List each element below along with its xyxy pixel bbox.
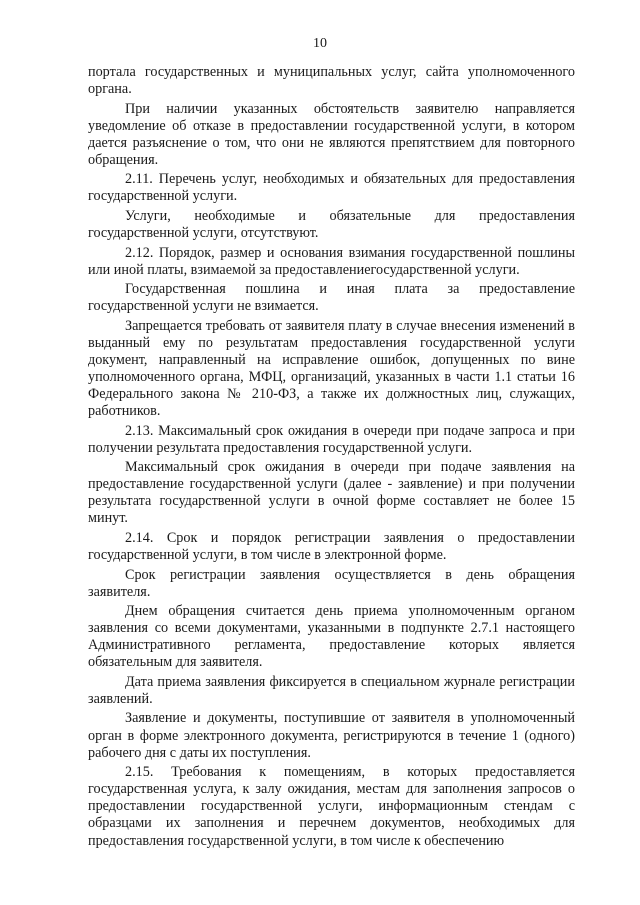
section-2-13-heading: 2.13. Максимальный срок ожидания в очереди при подаче запроса и при получении результата предоставления государственной услуги. [88, 422, 575, 456]
paragraph-refusal-notice: При наличии указанных обстоятельств заявителю направляется уведомление об отказе в предоставлении государственной услуги, в котором дается разъяснение о том, что они не являются препятствием для повторного обращения. [88, 100, 575, 168]
paragraph-max-wait-time: Максимальный срок ожидания в очереди при подаче заявления на предоставление государственной услуги (далее - заявление) и при получении результата государственной услуги в очной форме составляет не более 15 минут. [88, 459, 575, 527]
section-2-15-heading: 2.15. Требования к помещениям, в которых предоставляется государственная услуга, к залу ожидания, местам для заполнения запросов о предоставлении государственной услуги, информационным стендам с образцами их заполнения и перечнем документов, необходимых для предоставления государственной услуги, в том числе к обеспечению [88, 764, 575, 849]
paragraph-services-absent: Услуги, необходимые и обязательные для предоставления государственной услуги, отсутствуют. [88, 207, 575, 242]
paragraph-electronic-registration: Заявление и документы, поступившие от заявителя в уполномоченный орган в форме электронного документа, регистрируются в течение 1 (одного) рабочего дня с даты их поступления. [88, 710, 575, 761]
paragraph-continuation: портала государственных и муниципальных услуг, сайта уполномоченного органа. [88, 64, 575, 98]
paragraph-day-of-request: Днем обращения считается день приема уполномоченным органом заявления со всеми документами, указанными в подпункте 2.7.1 настоящего Административного регламента, предоставление которых является обязательным для заявителя. [88, 603, 575, 671]
document-body [88, 64, 575, 852]
page-number: 10 [313, 36, 327, 51]
paragraph-registration-journal: Дата приема заявления фиксируется в специальном журнале регистрации заявлений. [88, 673, 575, 707]
paragraph-fee-prohibition: Запрещается требовать от заявителя плату в случае внесения изменений в выданный ему по результатам предоставления государственной услуги документ, направленный на исправление ошибок, допущенных по вине уполномоченного органа, МФЦ, организаций, указанных в части 1.1 статьи 16 Федерального закона № 210-ФЗ, а также их должностных лиц, служащих, работников. [88, 317, 575, 420]
section-2-11-heading: 2.11. Перечень услуг, необходимых и обязательных для предоставления государственной услуги. [88, 171, 575, 205]
paragraph-fee-not-charged: Государственная пошлина и иная плата за предоставление государственной услуги не взимается. [88, 281, 575, 315]
section-2-12-heading: 2.12. Порядок, размер и основания взимания государственной пошлины или иной платы, взимаемой за предоставлениегосударственной услуги. [88, 244, 575, 278]
section-2-14-heading: 2.14. Срок и порядок регистрации заявления о предоставлении государственной услуги, в том числе в электронной форме. [88, 529, 575, 564]
paragraph-registration-term: Срок регистрации заявления осуществляется в день обращения заявителя. [88, 566, 575, 600]
